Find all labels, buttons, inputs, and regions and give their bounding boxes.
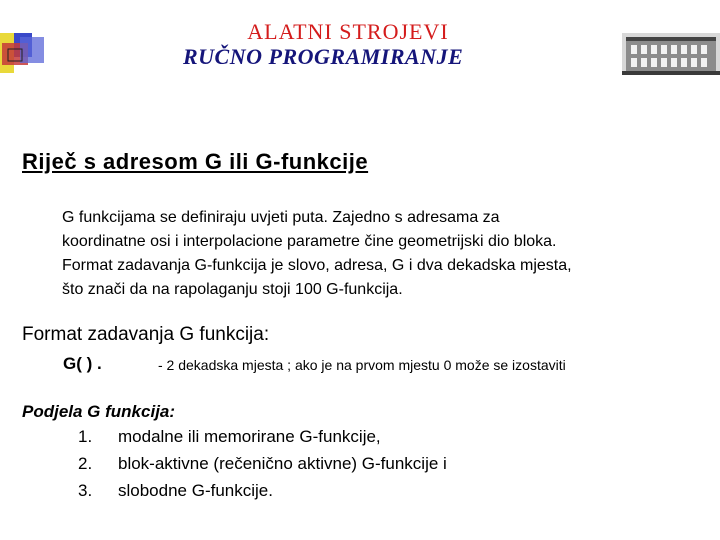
list-item-number: 3. xyxy=(78,481,93,500)
paragraph-line: G funkcijama se definiraju uvjeti puta. Zajedno s adresama za xyxy=(62,209,500,226)
slide xyxy=(0,19,720,508)
bottom-band xyxy=(0,508,720,540)
building-photo-icon xyxy=(622,33,720,75)
paragraph-line: koordinatne osi i interpolacione parametre čine geometrijski dio bloka. xyxy=(62,233,557,250)
list-item-text: slobodne G-funkcije. xyxy=(118,481,273,500)
colored-squares-decoration-icon xyxy=(0,33,50,78)
section-heading: Riječ s adresom G ili G-funkcije xyxy=(22,149,369,174)
paragraph-line: Format zadavanja G-funkcija je slovo, adresa, G i dva dekadska mjesta, xyxy=(62,257,572,274)
page-subtitle: RUČNO PROGRAMIRANJE xyxy=(183,44,464,69)
list-item-number: 2. xyxy=(78,454,93,473)
list-item-text: modalne ili memorirane G-funkcije, xyxy=(118,427,381,446)
list-item xyxy=(78,427,447,454)
list-item xyxy=(78,481,447,508)
division-list xyxy=(78,427,447,508)
list-item-number: 1. xyxy=(78,427,93,446)
format-note: - 2 dekadska mjesta ; ako je na prvom mjestu 0 može se izostaviti xyxy=(158,357,566,373)
format-code: G( ) . xyxy=(63,354,102,373)
list-item-text: blok-aktivne (rečenično aktivne) G-funkcije i xyxy=(118,454,447,473)
top-title: ALATNI STROJEVI xyxy=(247,19,449,44)
paragraph-line: što znači da na rapolaganju stoji 100 G-funkcija. xyxy=(62,281,403,298)
division-label: Podjela G funkcija: xyxy=(22,402,176,421)
list-item xyxy=(78,454,447,481)
intro-paragraph xyxy=(62,206,702,302)
format-label: Format zadavanja G funkcija: xyxy=(22,324,270,345)
